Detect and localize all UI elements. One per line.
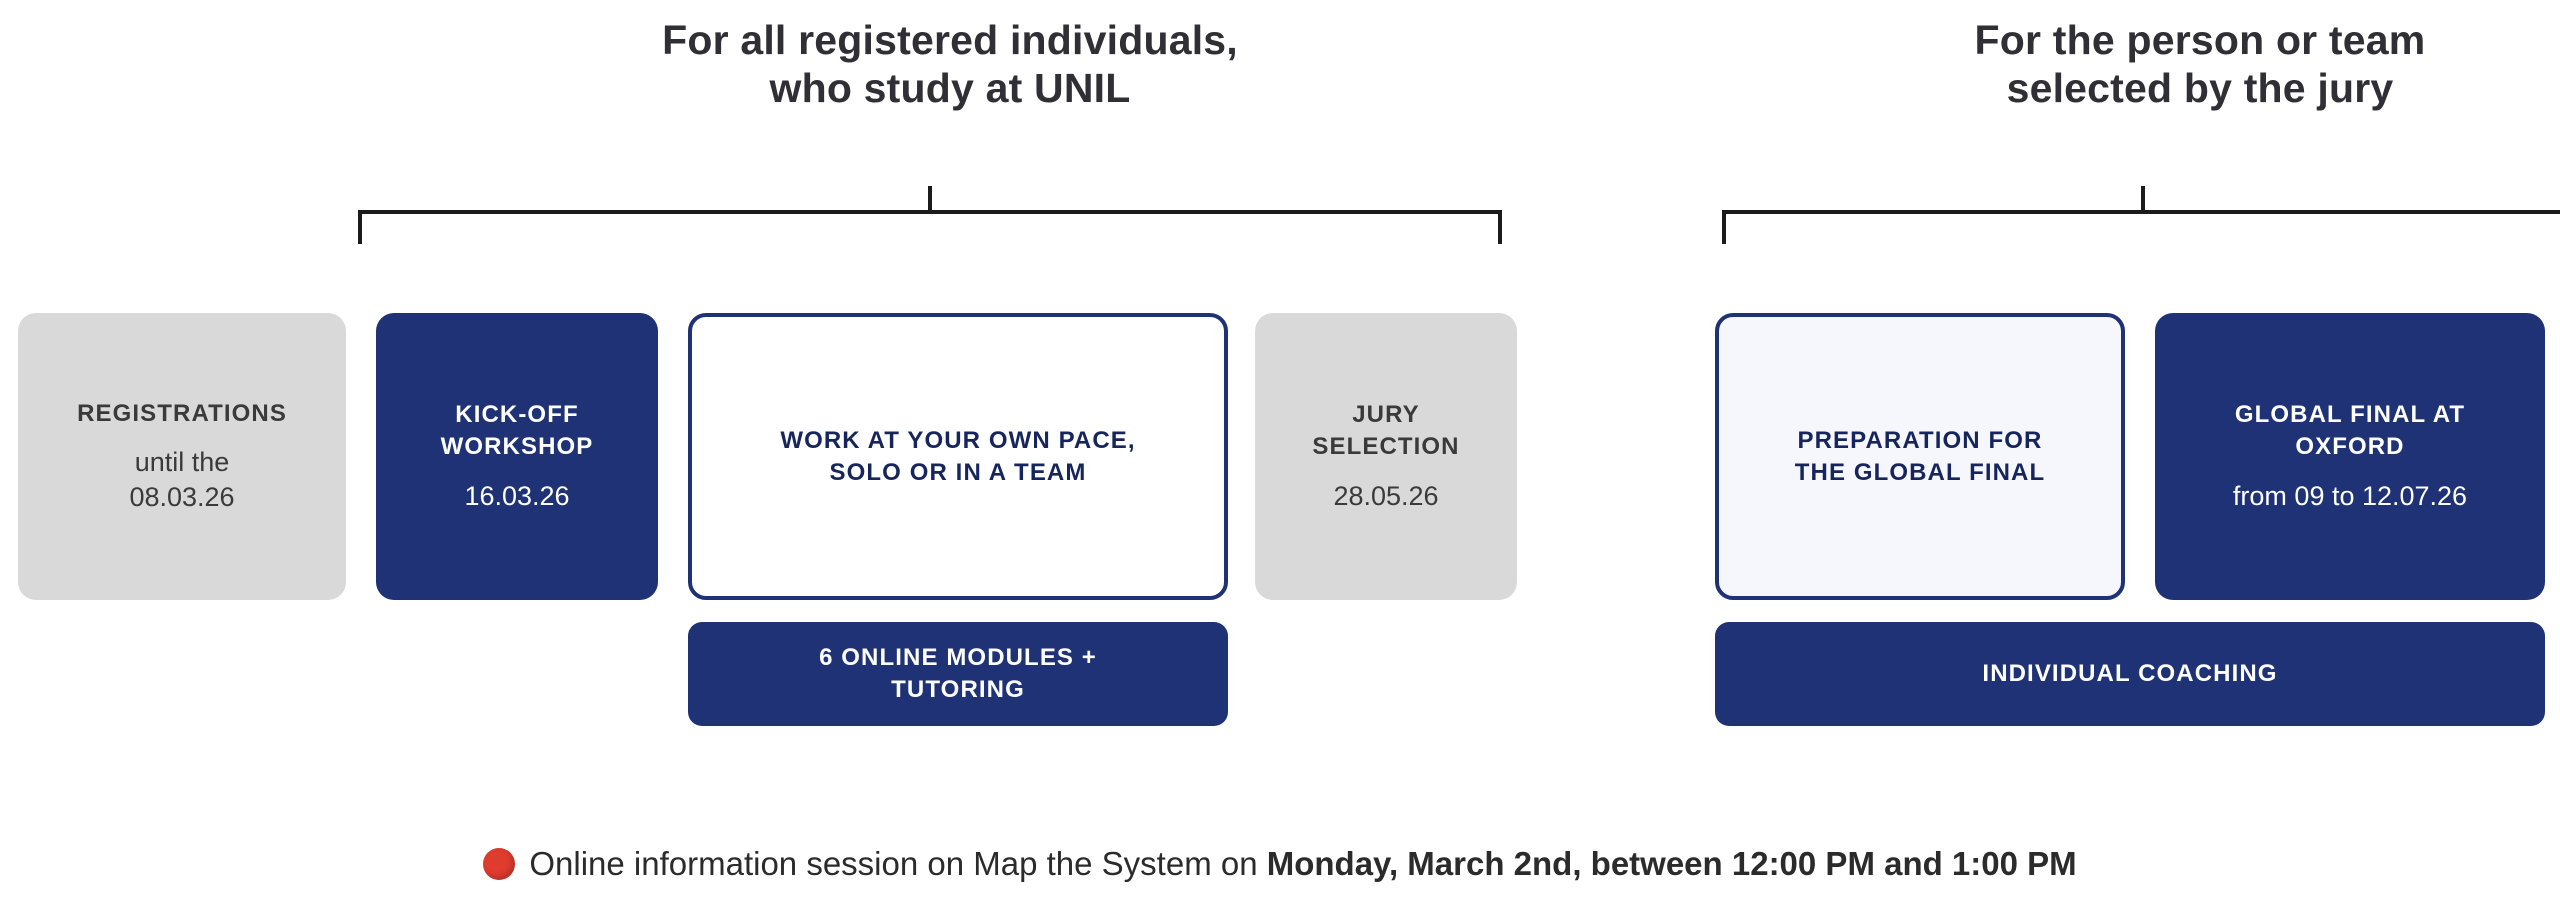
bracket-left bbox=[358, 210, 1502, 244]
card-registrations-date: until the 08.03.26 bbox=[129, 447, 235, 513]
bracket-right-tick bbox=[2141, 186, 2145, 214]
card-preparation-title: PREPARATION FOR THE GLOBAL FINAL bbox=[1794, 426, 2046, 486]
card-individual-coaching-title: INDIVIDUAL COACHING bbox=[1982, 660, 2278, 688]
card-individual-coaching bbox=[1715, 622, 2545, 726]
card-jury-date: 28.05.26 bbox=[1333, 480, 1439, 511]
card-kickoff-title: KICK-OFF WORKSHOP bbox=[440, 401, 594, 460]
card-global-final-date: from 09 to 12.07.26 bbox=[2232, 480, 2468, 511]
card-preparation-global-final bbox=[1715, 313, 2125, 600]
card-kickoff-date: 16.03.26 bbox=[464, 480, 570, 511]
bracket-left-tick bbox=[928, 186, 932, 214]
card-work-own-pace-title: WORK AT YOUR OWN PACE, SOLO OR IN A TEAM bbox=[780, 426, 1136, 486]
footer-note-text bbox=[529, 845, 2076, 883]
card-global-final-title: GLOBAL FINAL AT OXFORD bbox=[2234, 401, 2466, 460]
card-online-modules bbox=[688, 622, 1228, 726]
card-jury-title: JURY SELECTION bbox=[1312, 401, 1460, 460]
card-registrations bbox=[18, 313, 346, 600]
footer-note-bold: Monday, March 2nd, between 12:00 PM and 1:00 PM bbox=[1266, 845, 2077, 882]
footer-note-plain: Online information session on Map the System on bbox=[529, 845, 1267, 882]
group-heading-left: For all registered individuals, who study at UNIL bbox=[662, 17, 1238, 112]
card-jury-selection bbox=[1255, 313, 1517, 600]
card-registrations-title: REGISTRATIONS bbox=[77, 399, 287, 427]
footer-note bbox=[0, 845, 2560, 883]
card-kickoff-workshop bbox=[376, 313, 658, 600]
bracket-right bbox=[1722, 210, 2560, 244]
group-heading-right: For the person or team selected by the jury bbox=[1974, 17, 2426, 112]
card-global-final-oxford bbox=[2155, 313, 2545, 600]
card-online-modules-title: 6 ONLINE MODULES + TUTORING bbox=[819, 644, 1097, 703]
card-work-own-pace bbox=[688, 313, 1228, 600]
red-dot-icon bbox=[483, 848, 515, 880]
